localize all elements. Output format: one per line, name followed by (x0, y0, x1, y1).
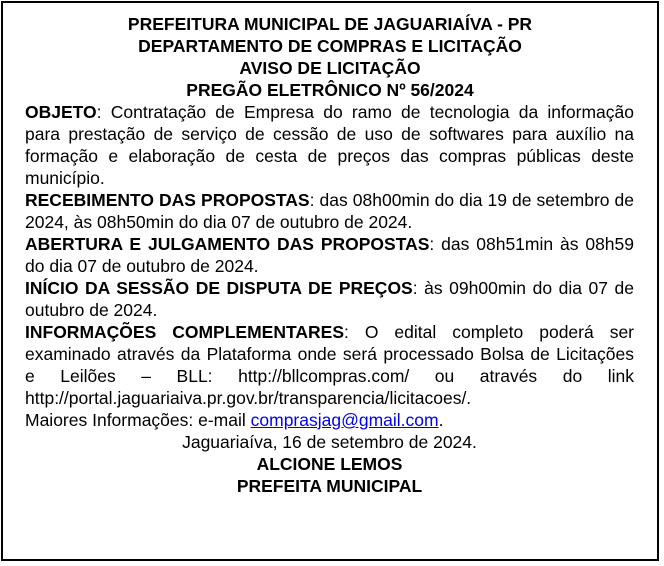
place-date: Jaguariaíva, 16 de setembro de 2024. (182, 432, 477, 452)
section-objeto (25, 101, 634, 189)
section-inicio-text: : às 09h00min do dia 07 de outubro de 2024. (25, 278, 634, 320)
section-abertura-label: ABERTURA E JULGAMENTO DAS PROPOSTAS (25, 234, 430, 254)
section-informacoes-text: : O edital completo poderá ser examinado através da Plataforma onde será processado Bolsa de Licitações e Leilões – BLL: http://bllcompras.com/ ou através do link http://portal.jaguariaiva.pr.gov.br/transparencia/licitacoes/. (25, 322, 635, 408)
signer-title: PREFEITA MUNICIPAL (236, 476, 423, 496)
more-info-suffix: . (438, 410, 444, 430)
section-recebimento-text: : das 08h00min do dia 19 de setembro de 2024, às 08h50min do dia 07 de outubro de 2024. (25, 190, 635, 232)
notice-frame (1, 1, 659, 561)
section-recebimento (25, 189, 634, 233)
section-objeto-label: OBJETO (25, 102, 97, 122)
more-info-line (25, 409, 634, 431)
section-inicio (25, 277, 634, 321)
section-informacoes-label: INFORMAÇÕES COMPLEMENTARES (25, 322, 344, 342)
notice-title: AVISO DE LICITAÇÃO (239, 58, 421, 78)
section-abertura-text: : das 08h51min às 08h59 do dia 07 de outubro de 2024. (25, 234, 634, 276)
signer-name: ALCIONE LEMOS (256, 454, 403, 474)
notice-header (3, 13, 657, 101)
department-title: DEPARTAMENTO DE COMPRAS E LICITAÇÃO (138, 36, 522, 56)
section-recebimento-label: RECEBIMENTO DAS PROPOSTAS (25, 190, 310, 210)
process-number: PREGÃO ELETRÔNICO Nº 56/2024 (186, 80, 474, 100)
section-objeto-text: : Contratação de Empresa do ramo de tecnologia da informação para prestação de serviço de cessão de uso de softwares para auxílio na formação e elaboração de cesta de preços das compras públicas deste município. (25, 102, 634, 188)
notice-body (3, 101, 657, 497)
email-link[interactable]: comprasjag@gmail.com (250, 410, 439, 430)
municipality-title: PREFEITURA MUNICIPAL DE JAGUARIAÍVA - PR (127, 14, 533, 34)
section-inicio-label: INÍCIO DA SESSÃO DE DISPUTA DE PREÇOS (25, 278, 413, 298)
section-abertura (25, 233, 634, 277)
more-info-prefix: Maiores Informações: e-mail (25, 410, 251, 430)
section-informacoes (25, 321, 634, 409)
